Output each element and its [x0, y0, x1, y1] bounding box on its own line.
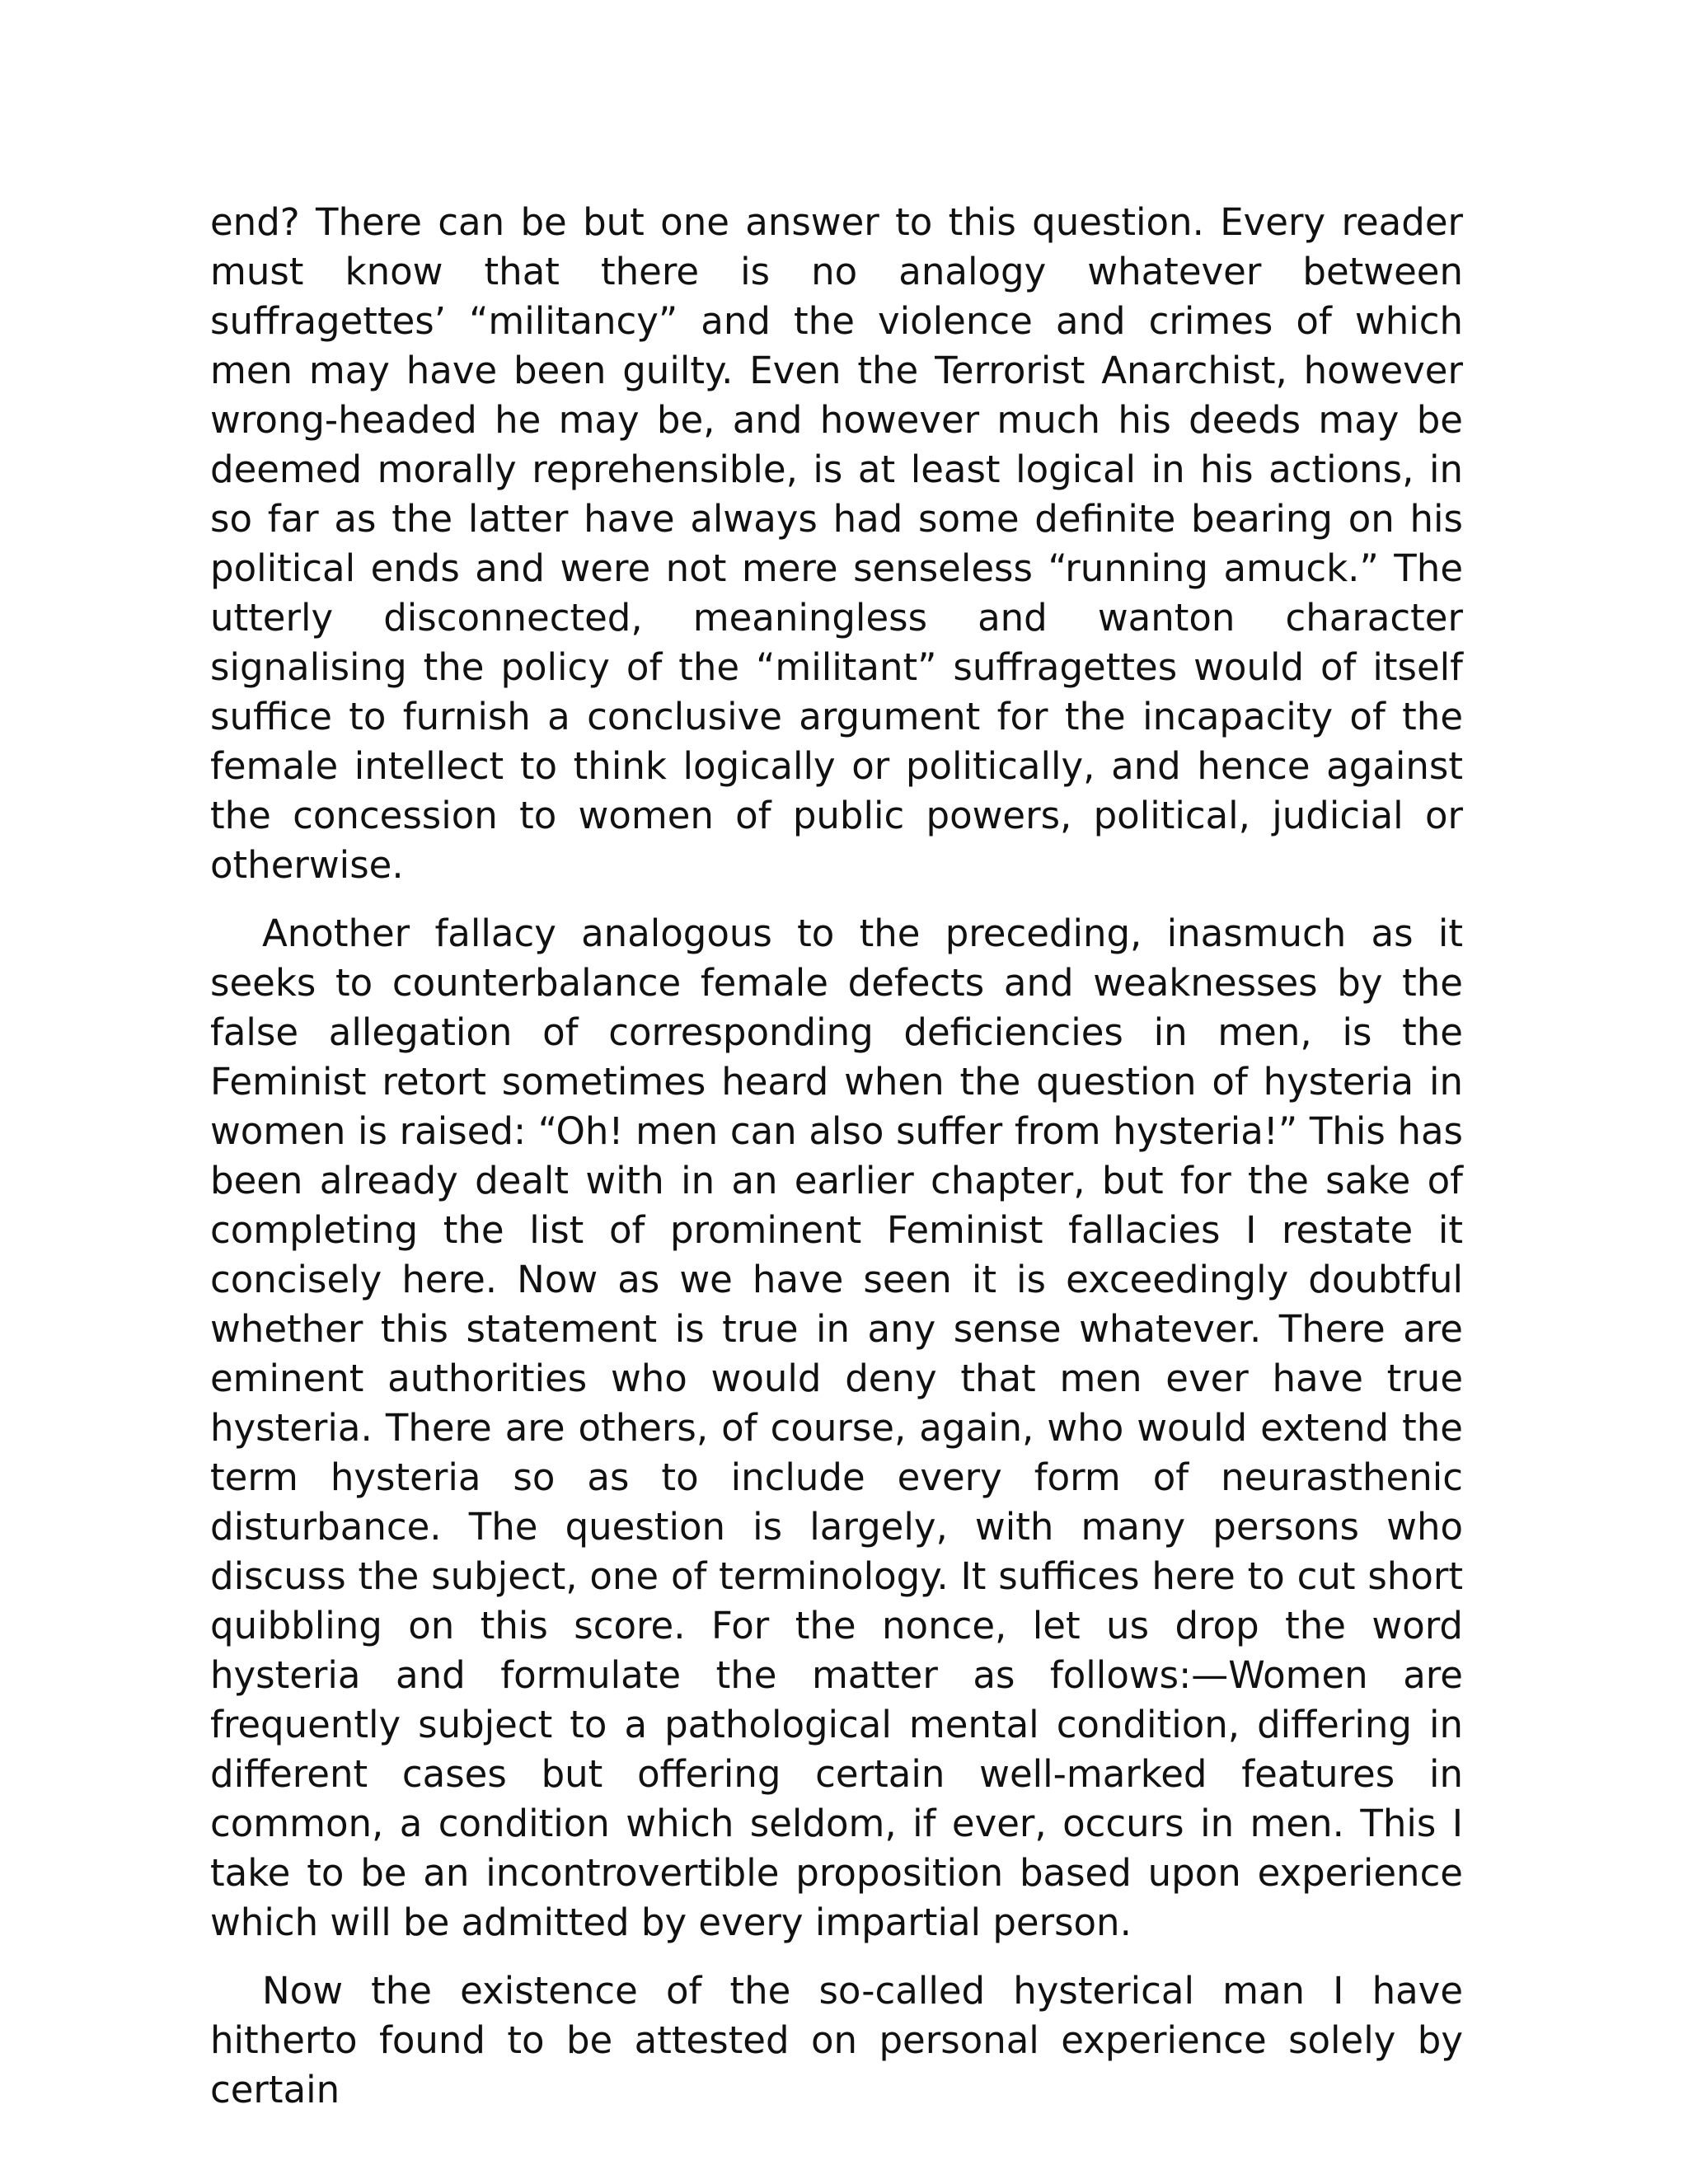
paragraph-1: end? There can be but one answer to this question. Every reader must know that there is no analogy whatever between suffragettes’ “militancy” and the violence and crimes of which men may have been guilty. Even the Terrorist Anarchist, however wrong-headed he may be, and however much his deeds may be deemed morally reprehensible, is at least logical in his actions, in so far as the latter have always had some definite bearing on his political ends and were not mere senseless “running amuck.” The utterly disconnected, meaningless and wanton character signalising the policy of the “militant” suffragettes would of itself suffice to furnish a conclusive argument for the incapacity of the female intellect to think logically or politically, and hence against the concession to women of public powers, political, judicial or otherwise.	[210, 200, 1463, 887]
body-text	[210, 198, 1463, 2115]
paragraph-3: Now the existence of the so-called hysterical man I have hitherto found to be attested on personal experience solely by certain	[210, 1969, 1463, 2111]
paragraph-2: Another fallacy analogous to the preceding, inasmuch as it seeks to counterbalance female defects and weaknesses by the false allegation of corresponding deficiencies in men, is the Feminist retort sometimes heard when the question of hysteria in women is raised: “Oh! men can also suffer from hysteria!” This has been already dealt with in an earlier chapter, but for the sake of completing the list of prominent Feminist fallacies I restate it concisely here. Now as we have seen it is exceedingly doubtful whether this statement is true in any sense whatever. There are eminent authorities who would deny that men ever have true hysteria. There are others, of course, again, who would extend the term hysteria so as to include every form of neurasthenic disturbance. The question is largely, with many persons who discuss the subject, one of terminology. It suffices here to cut short quibbling on this score. For the nonce, let us drop the word hysteria and formulate the matter as follows:—Women are frequently subject to a pathological mental condition, differing in different cases but offering certain well-marked features in common, a condition which seldom, if ever, occurs in men. This I take to be an incontrovertible proposition based upon experience which will be admitted by every impartial person.	[210, 912, 1463, 1944]
